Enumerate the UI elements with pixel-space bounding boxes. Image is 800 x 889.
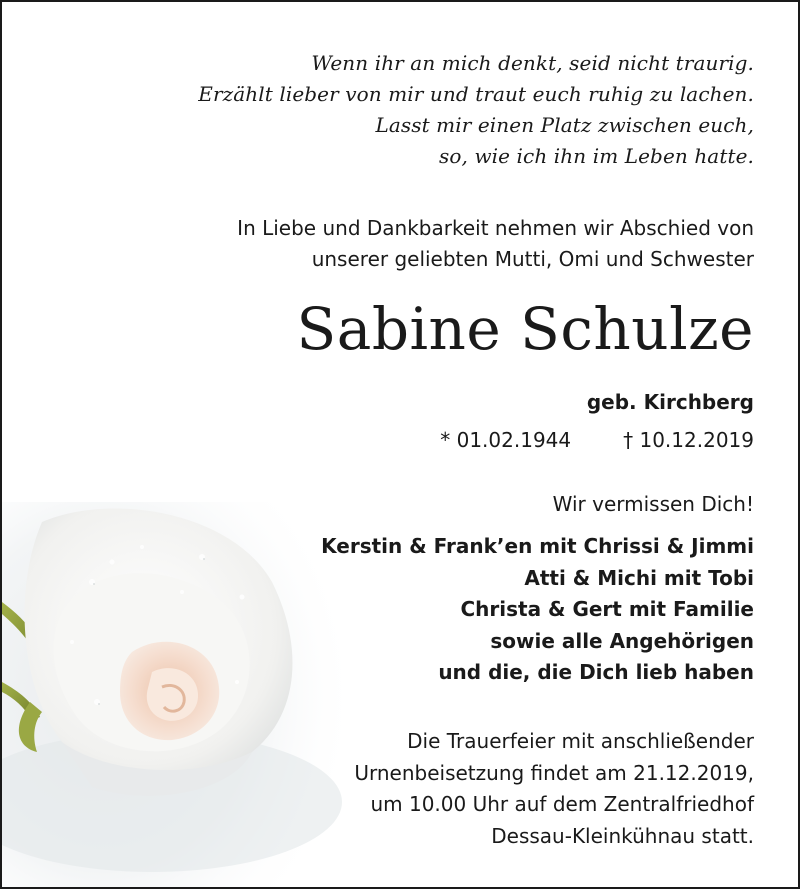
mourner-entry: Christa & Gert mit Familie: [460, 597, 754, 621]
service-line: Dessau-Kleinkühnau statt.: [491, 823, 754, 848]
mourners-list: [321, 531, 754, 689]
service-line: um 10.00 Uhr auf dem Zentralfriedhof: [370, 792, 754, 816]
poem-line: Wenn ihr an mich denkt, seid nicht traurig.: [311, 51, 754, 75]
farewell-intro: [237, 213, 754, 275]
intro-line: unserer geliebten Mutti, Omi und Schwester: [311, 247, 754, 271]
mourner-entry: Kerstin & Frank’en mit Chrissi & Jimmi: [321, 534, 754, 558]
white-rose-image: [2, 502, 342, 889]
service-line: Die Trauerfeier mit anschließender: [407, 729, 754, 753]
funeral-service-info: [354, 726, 754, 852]
birth-date: * 01.02.1944: [440, 428, 572, 452]
mourner-entry: sowie alle Angehörigen: [490, 628, 754, 653]
service-line: Urnenbeisetzung findet am 21.12.2019,: [354, 760, 754, 785]
poem-line: Erzählt lieber von mir und traut euch ruhig zu lachen.: [198, 82, 754, 106]
intro-line: In Liebe und Dankbarkeit nehmen wir Abschied von: [237, 216, 754, 240]
mourner-entry: Atti & Michi mit Tobi: [524, 565, 754, 590]
maiden-name: geb. Kirchberg: [586, 390, 754, 414]
poem-line: Lasst mir einen Platz zwischen euch,: [375, 113, 754, 137]
poem-line: so, wie ich ihn im Leben hatte.: [439, 144, 754, 168]
mourner-entry: und die, die Dich lieb haben: [438, 660, 754, 684]
deceased-name: Sabine Schulze: [296, 295, 754, 363]
life-dates: [440, 425, 754, 455]
farewell-message: Wir vermissen Dich!: [552, 492, 754, 516]
poem-verse: [198, 48, 754, 172]
death-date: † 10.12.2019: [623, 428, 754, 452]
